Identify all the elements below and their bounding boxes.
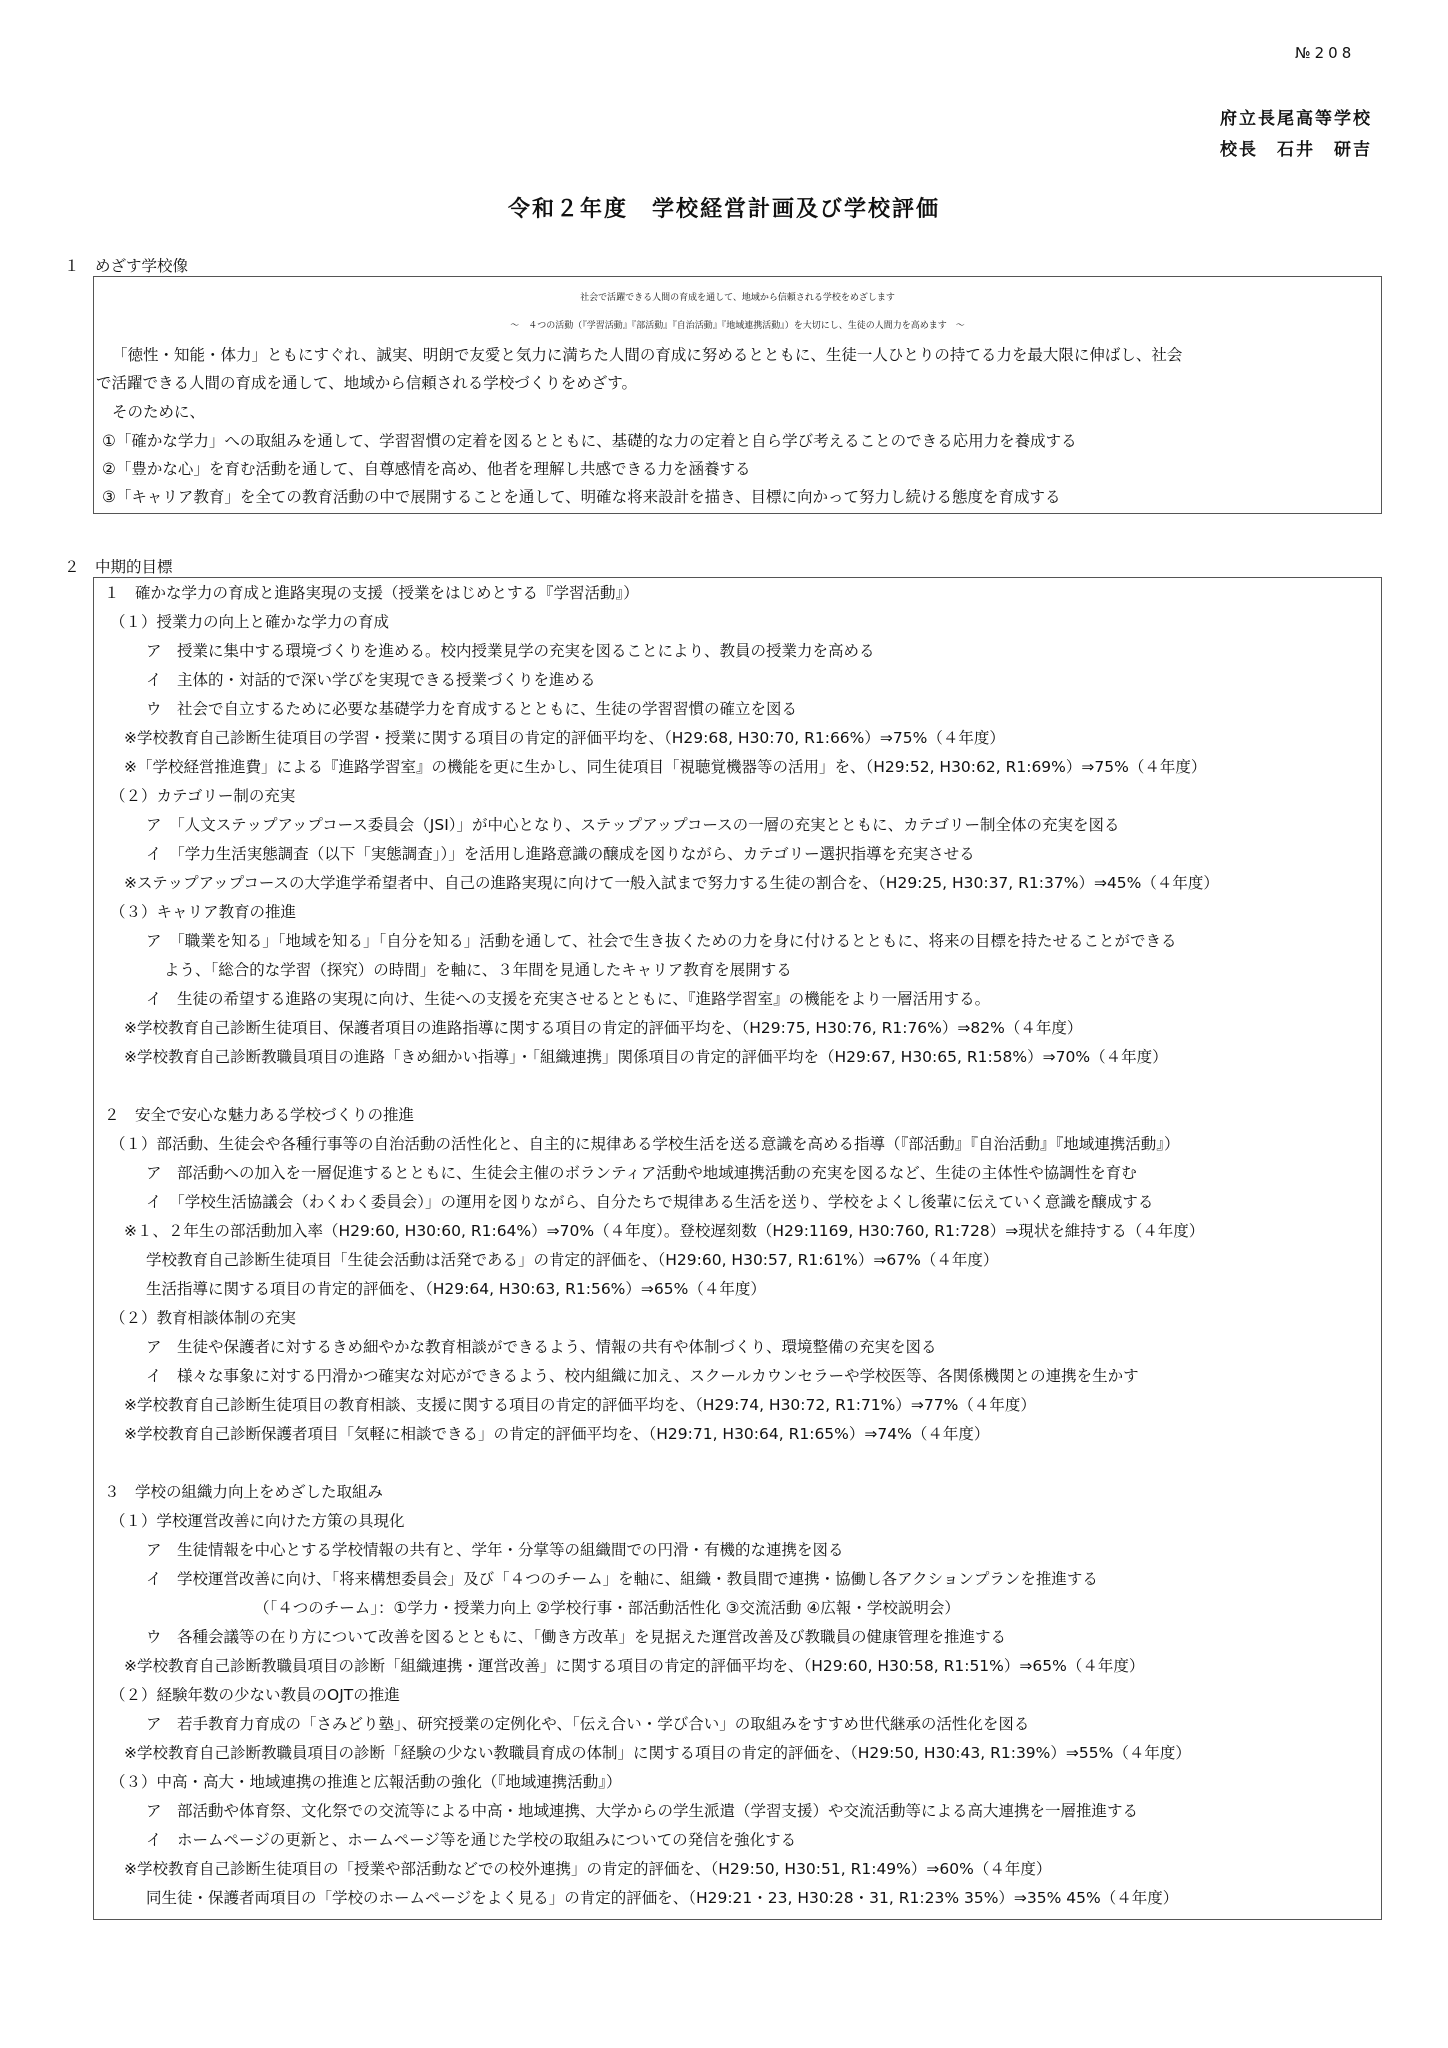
mid-term-goals-box bbox=[93, 577, 1382, 1920]
goal-item-note: （「４つのチーム」：①学力・授業力向上 ②学校行事・部活動活性化 ③交流活動 ④広報・学校説明会） bbox=[254, 1599, 960, 1617]
goal-target: ※ステップアップコースの大学進学希望者中、自己の進路実現に向けて一般入試まで努力する生徒の割合を、（H29:25, H30:37, R1:37%）⇒45%（４年度） bbox=[124, 874, 1219, 892]
goal-target: ※学校教育自己診断生徒項目の「授業や部活動などでの校外連携」の肯定的評価を、（H29:50, H30:51, R1:49%）⇒60%（４年度） bbox=[124, 1860, 1052, 1878]
vision-line: で活躍できる人間の育成を通して、地域から信頼される学校づくりをめざす。 bbox=[96, 374, 637, 392]
section2-heading: ２ 中期的目標 bbox=[64, 558, 173, 576]
goal-target: ※学校教育自己診断生徒項目の教育相談、支援に関する項目の肯定的評価平均を、（H29:74, H30:72, R1:71%）⇒77%（４年度） bbox=[124, 1396, 1036, 1414]
goal-item: イ 様々な事象に対する円滑かつ確実な対応ができるよう、校内組織に加え、スクールカウンセラーや学校医等、各関係機関との連携を生かす bbox=[146, 1367, 1139, 1385]
goal-item: イ 学校運営改善に向け、「将来構想委員会」及び「４つのチーム」を軸に、組織・教員間で連携・協働し各アクションプランを推進する bbox=[146, 1570, 1098, 1588]
goal-target: ※「学校経営推進費」による『進路学習室』の機能を更に生かし、同生徒項目「視聴覚機器等の活用」を、（H29:52, H30:62, R1:69%）⇒75%（４年度） bbox=[124, 758, 1207, 776]
goal-item: ア 生徒や保護者に対するきめ細やかな教育相談ができるよう、情報の共有や体制づくり、環境整備の充実を図る bbox=[146, 1338, 937, 1356]
goal-item: ア 部活動や体育祭、文化祭での交流等による中高・地域連携、大学からの学生派遣（学習支援）や交流活動等による高大連携を一層推進する bbox=[146, 1802, 1139, 1820]
goal-item: ア 「職業を知る」「地域を知る」「自分を知る」活動を通して、社会で生き抜くための力を身に付けるとともに、将来の目標を持たせることができる bbox=[146, 932, 1177, 950]
school-info bbox=[1220, 104, 1372, 166]
goal-target: ※学校教育自己診断生徒項目の学習・授業に関する項目の肯定的評価平均を、（H29:68, H30:70, R1:66%）⇒75%（４年度） bbox=[124, 729, 1005, 747]
school-vision-box bbox=[93, 276, 1382, 514]
goal-heading: １ 確かな学力の育成と進路実現の支援（授業をはじめとする『学習活動』） bbox=[104, 584, 639, 602]
section1-heading: １ めざす学校像 bbox=[64, 257, 189, 275]
principal-name: 校長 石井 研吉 bbox=[1220, 140, 1372, 160]
vision-line: ①「確かな学力」への取組みを通して、学習習慣の定着を図るとともに、基礎的な力の定着と自ら学び考えることのできる応用力を養成する bbox=[102, 432, 1077, 450]
vision-line: そのために、 bbox=[112, 403, 206, 421]
goal-target: ※学校教育自己診断教職員項目の進路「きめ細かい指導」・「組織連携」関係項目の肯定的評価平均を（H29:67, H30:65, R1:58%）⇒70%（４年度） bbox=[124, 1048, 1168, 1066]
goal-item: ウ 社会で自立するために必要な基礎学力を育成するとともに、生徒の学習習慣の確立を図る bbox=[146, 700, 798, 718]
goal-item: ア 部活動への加入を一層促進するとともに、生徒会主催のボランティア活動や地域連携活動の充実を図るなど、生徒の主体性や協調性を育む bbox=[146, 1164, 1137, 1182]
vision-line: ③「キャリア教育」を全ての教育活動の中で展開することを通して、明確な将来設計を描き、目標に向かって努力し続ける態度を育成する bbox=[102, 488, 1061, 506]
goal-item: ウ 各種会議等の在り方について改善を図るとともに、「働き方改革」を見据えた運営改善及び教職員の健康管理を推進する bbox=[146, 1628, 1006, 1646]
page-title: 令和２年度 学校経営計画及び学校評価 bbox=[507, 197, 940, 222]
goal-target-continued: 同生徒・保護者両項目の「学校のホームページをよく見る」の肯定的評価を、（H29:21・23, H30:28・31, R1:23% 35%）⇒35% 45%（４年度） bbox=[146, 1889, 1179, 1907]
goal-item: ア 生徒情報を中心とする学校情報の共有と、学年・分掌等の組織間での円滑・有機的な連携を図る bbox=[146, 1541, 844, 1559]
goal-target: ※学校教育自己診断保護者項目「気軽に相談できる」の肯定的評価平均を、（H29:71, H30:64, R1:65%）⇒74%（４年度） bbox=[124, 1425, 990, 1443]
goal-target-continued: 生活指導に関する項目の肯定的評価を、（H29:64, H30:63, R1:56%）⇒65%（４年度） bbox=[146, 1280, 766, 1298]
vision-line: 「徳性・知能・体力」ともにすぐれ、誠実、明朗で友愛と気力に満ちた人間の育成に努めるとともに、生徒一人ひとりの持てる力を最大限に伸ばし、社会 bbox=[112, 346, 1183, 364]
goal-target: ※学校教育自己診断生徒項目、保護者項目の進路指導に関する項目の肯定的評価平均を、（H29:75, H30:76, R1:76%）⇒82%（４年度） bbox=[124, 1019, 1083, 1037]
goal-subheading: （１）授業力の向上と確かな学力の育成 bbox=[110, 613, 390, 631]
goal-heading: ２ 安全で安心な魅力ある学校づくりの推進 bbox=[104, 1106, 415, 1124]
document-number: №208 bbox=[1295, 44, 1356, 62]
goal-target: ※学校教育自己診断教職員項目の診断「経験の少ない教職員育成の体制」に関する項目の肯定的評価を、（H29:50, H30:43, R1:39%）⇒55%（４年度） bbox=[124, 1744, 1191, 1762]
goal-heading: ３ 学校の組織力向上をめざした取組み bbox=[104, 1483, 384, 1501]
goal-item: イ ホームページの更新と、ホームページ等を通じた学校の取組みについての発信を強化する bbox=[146, 1831, 797, 1849]
goal-subheading: （１）部活動、生徒会や各種行事等の自治活動の活性化と、自主的に規律ある学校生活を送る意識を高める指導（『部活動』『自治活動』『地域連携活動』） bbox=[110, 1135, 1180, 1153]
goal-subheading: （３）中高・高大・地域連携の推進と広報活動の強化（『地域連携活動』） bbox=[110, 1773, 622, 1791]
goal-item: ア 「人文ステップアップコース委員会（JSI）」が中心となり、ステップアップコースの一層の充実とともに、カテゴリー制全体の充実を図る bbox=[146, 816, 1120, 834]
goal-subheading: （２）カテゴリー制の充実 bbox=[110, 787, 296, 805]
goal-subheading: （１）学校運営改善に向けた方策の具現化 bbox=[110, 1512, 405, 1530]
goal-item: ア 授業に集中する環境づくりを進める。校内授業見学の充実を図ることにより、教員の授業力を高める bbox=[146, 642, 875, 660]
vision-motto: 社会で活躍できる人間の育成を通して、地域から信頼される学校をめざします bbox=[580, 293, 895, 303]
school-name: 府立長尾高等学校 bbox=[1220, 109, 1372, 129]
goal-item: イ 「学校生活協議会（わくわく委員会）」の運用を図りながら、自分たちで規律ある生活を送り、学校をよくし後輩に伝えていく意識を醸成する bbox=[146, 1193, 1154, 1211]
goal-subheading: （２）教育相談体制の充実 bbox=[110, 1309, 297, 1327]
goal-target-continued: 学校教育自己診断生徒項目「生徒会活動は活発である」の肯定的評価を、（H29:60, H30:57, R1:61%）⇒67%（４年度） bbox=[146, 1251, 999, 1269]
goal-item: ア 若手教育力育成の「さみどり塾」、研究授業の定例化や、「伝え合い・学び合い」の取組みをすすめ世代継承の活性化を図る bbox=[146, 1715, 1030, 1733]
goal-subheading: （３）キャリア教育の推進 bbox=[110, 903, 297, 921]
goal-item: イ 主体的・対話的で深い学びを実現できる授業づくりを進める bbox=[146, 671, 596, 689]
goal-item-continued: よう、「総合的な学習（探究）の時間」を軸に、３年間を見通したキャリア教育を展開する bbox=[164, 961, 792, 979]
vision-subtitle: ～ ４つの活動（『学習活動』『部活動』『自治活動』『地域連携活動』）を大切にし、生徒の人間力を高めます ～ bbox=[510, 321, 965, 331]
goal-target: ※１、２年生の部活動加入率（H29:60, H30:60, R1:64%）⇒70%（４年度）。登校遅刻数（H29:1169, H30:760, R1:728）⇒現状を維持する（４年度） bbox=[124, 1222, 1205, 1240]
goal-item: イ 「学力生活実態調査（以下「実態調査」）」を活用し進路意識の醸成を図りながら、カテゴリー選択指導を充実させる bbox=[146, 845, 975, 863]
goal-item: イ 生徒の希望する進路の実現に向け、生徒への支援を充実させるとともに、『進路学習室』の機能をより一層活用する。 bbox=[146, 990, 991, 1008]
goal-target: ※学校教育自己診断教職員項目の診断「組織連携・運営改善」に関する項目の肯定的評価平均を、（H29:60, H30:58, R1:51%）⇒65%（４年度） bbox=[124, 1657, 1145, 1675]
goal-subheading: （２）経験年数の少ない教員のOJTの推進 bbox=[110, 1686, 400, 1704]
vision-line: ②「豊かな心」を育む活動を通して、自尊感情を高め、他者を理解し共感できる力を涵養する bbox=[102, 460, 751, 478]
